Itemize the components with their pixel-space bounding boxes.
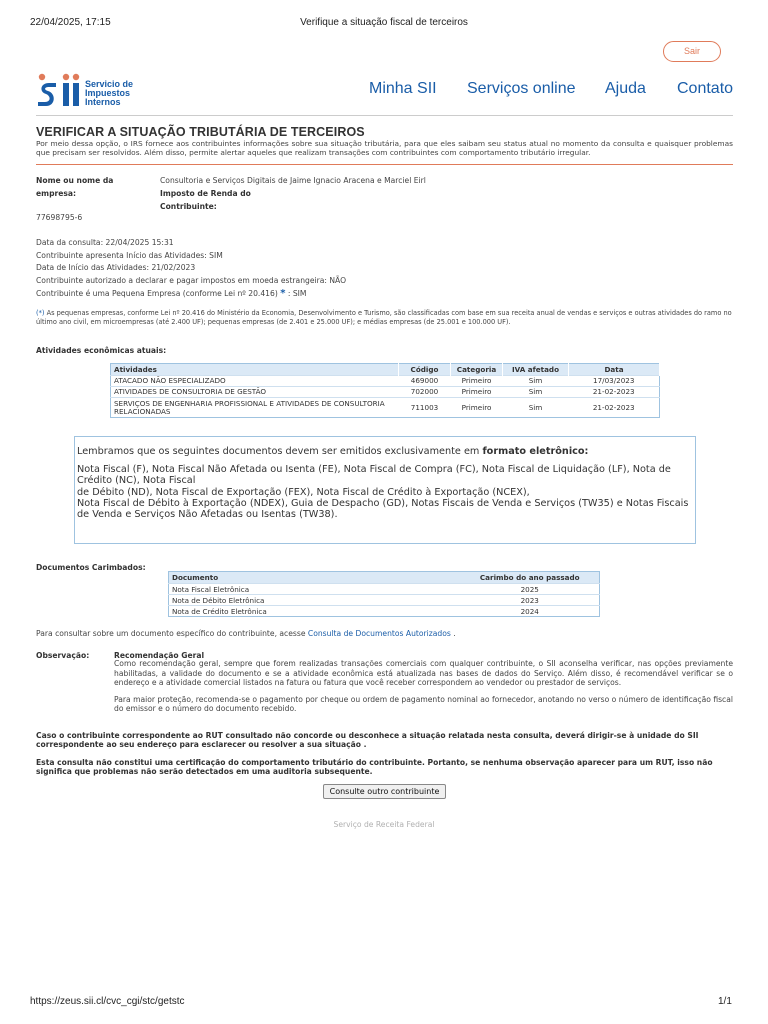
observation-title: Recomendação Geral (114, 651, 205, 660)
observation-paragraph-2: Para maior proteção, recomenda-se o pagamento por cheque ou ordem de pagamento nominal ao fornecedor, anotando no verso o número de identificação fiscal do emissor e o número do documento recebido. (114, 694, 733, 714)
tax-id-label (160, 187, 251, 213)
print-page-number: 1/1 (718, 996, 732, 1007)
company-name-label-line-2: empresa: (36, 189, 77, 198)
print-datetime: 22/04/2025, 17:15 (30, 17, 111, 28)
activities-table (110, 363, 660, 418)
table-row (111, 376, 660, 387)
consult-line (36, 628, 456, 641)
activity-category: Primeiro (451, 398, 503, 418)
page-intro: Por meio dessa opção, o IRS fornece aos contribuintes informações sobre sua situação tributária, para que eles saibam seu status atual no momento da consulta e quaisquer problemas que precisam ser resolvidos. Além disso, permite alertar aqueles que realizam transações com contribuintes com comportamento tributário irregular. (36, 139, 733, 158)
query-date: Data da consulta: 22/04/2025 15:31 (36, 238, 174, 247)
activity-iva: Sim (503, 387, 569, 398)
electronic-docs-intro (77, 446, 693, 457)
activity-code: 711003 (399, 398, 451, 418)
activity-code: 469000 (399, 376, 451, 387)
electronic-docs-line-1: Nota Fiscal (F), Nota Fiscal Não Afetada ou Isenta (FE), Nota Fiscal de Compra (FC), Nota Fiscal de Liquidação (LF), Nota de Crédito (NC), Nota Fiscal (77, 464, 671, 487)
stamped-heading: Documentos Carimbados: (36, 563, 146, 572)
tax-id-label-line-2: Contribuinte: (160, 202, 217, 211)
col-iva: IVA afetado (503, 364, 569, 376)
col-categoria: Categoria (451, 364, 503, 376)
nav-servicos-online[interactable]: Serviços online (467, 80, 576, 97)
small-company-asterisk-link[interactable]: * (280, 288, 286, 299)
electronic-docs-intro-bold: formato eletrônico: (482, 446, 589, 457)
consult-text: Para consultar sobre um documento específico do contribuinte, acesse (36, 629, 306, 638)
electronic-docs-notice (74, 436, 696, 544)
footnote-text: As pequenas empresas, conforme Lei nº 20.416 do Ministério da Economia, Desenvolvimento e Turismo, são classificadas com base em sua receita anual de vendas e serviços e outras atividades do ramo no último ano civil, em microempresas (até 2.400 UF); pequenas empresas (de 2.401 e 25.000 UF); e médias empresas (de 25.001 e 100.000 UF). (36, 309, 732, 326)
col-data: Data (569, 364, 660, 376)
table-row (169, 595, 600, 606)
stamped-table (168, 571, 600, 617)
print-page-title: Verifique a situação fiscal de terceiros (300, 17, 468, 28)
col-carimbo: Carimbo do ano passado (461, 572, 600, 584)
page-footer: Serviço de Receita Federal (333, 820, 435, 829)
logo-line-2: Impuestos (85, 88, 131, 98)
electronic-docs-line-3: Nota Fiscal de Débito à Exportação (NDEX), Guia de Despacho (GD), Notas Fiscais de Venda e Serviços (TW35) e Notas Fiscais de Venda e Serviços Não Afetadas ou Isentas (TW38). (77, 497, 689, 521)
rut-value: 77698795-6 (36, 213, 83, 222)
activity-iva: Sim (503, 376, 569, 387)
document-name: Nota Fiscal Eletrônica (169, 584, 461, 595)
footnote-marker: (*) (36, 309, 45, 317)
foreign-currency: Contribuinte autorizado a declarar e pagar impostos em moeda estrangeira: NÃO (36, 276, 347, 285)
activity-name: SERVIÇOS DE ENGENHARIA PROFISSIONAL E ATIVIDADES DE CONSULTORIA RELACIONADAS (111, 398, 399, 418)
activity-name: ATIVIDADES DE CONSULTORIA DE GESTÃO (111, 387, 399, 398)
observation-body (114, 659, 733, 714)
nav-ajuda[interactable]: Ajuda (605, 80, 646, 97)
tax-id-label-line-1: Imposto de Renda do (160, 189, 251, 198)
col-atividades: Atividades (111, 364, 399, 376)
document-name: Nota de Crédito Eletrônica (169, 606, 461, 617)
stamp-year: 2023 (461, 595, 600, 606)
observation-label: Observação: (36, 651, 90, 660)
activity-name: ATACADO NÃO ESPECIALIZADO (111, 376, 399, 387)
logout-button[interactable]: Sair (663, 41, 721, 62)
stamp-year: 2025 (461, 584, 600, 595)
stamp-year: 2024 (461, 606, 600, 617)
logo-line-3: Internos (85, 97, 121, 107)
table-row (169, 584, 600, 595)
table-row (169, 606, 600, 617)
activity-date: 21-02-2023 (569, 398, 660, 418)
activity-iva: Sim (503, 398, 569, 418)
consult-another-button[interactable]: Consulte outro contribuinte (323, 784, 446, 799)
activity-code: 702000 (399, 387, 451, 398)
stamped-header-row (169, 572, 600, 584)
company-name-label (36, 174, 113, 200)
page-title: VERIFICAR A SITUAÇÃO TRIBUTÁRIA DE TERCEIROS (36, 125, 365, 139)
electronic-docs-intro-text: Lembramos que os seguintes documentos devem ser emitidos exclusivamente em (77, 446, 480, 457)
small-company-value: : SIM (287, 289, 307, 298)
table-row (111, 387, 660, 398)
small-company-text: Contribuinte é uma Pequena Empresa (conforme Lei nº 20.416) (36, 289, 278, 298)
col-codigo: Código (399, 364, 451, 376)
footnote (36, 309, 733, 327)
nav-minha-sii[interactable]: Minha SII (369, 80, 437, 97)
start-activities: Contribuinte apresenta Início das Atividades: SIM (36, 251, 223, 260)
consult-suffix: . (453, 629, 456, 638)
observation-paragraph-1: Como recomendação geral, sempre que forem realizadas transações comerciais com qualquer contribuinte, o SII aconselha verificar, nas opções previamente habilitadas, a validade do documento e se a atividade econômica está atualizada nas bases de dados do Serviço. Além disso, é recomendável verificar se o endereço e a atividade comercial listados na fatura ou fatura que você receber correspondem ao vendedor ou prestador de serviços. (114, 659, 733, 688)
activities-header-row (111, 364, 660, 376)
title-divider (36, 164, 733, 165)
activity-date: 17/03/2023 (569, 376, 660, 387)
col-documento: Documento (169, 572, 461, 584)
company-name-value: Consultoria e Serviços Digitais de Jaime Ignacio Aracena e Marciel Eirl (160, 176, 426, 185)
warning-disagree: Caso o contribuinte correspondente ao RUT consultado não concorde ou desconhece a situação relatada nesta consulta, deverá dirigir-se à unidade do SII correspondente ao seu endereço para esclarecer ou resolver a sua situação . (36, 731, 699, 750)
warning-no-certification: Esta consulta não constitui uma certificação do comportamento tributário do contribuinte. Portanto, se nenhuma observação aparecer para um RUT, isso não significa que problemas não serão detectados em uma auditoria subsequente. (36, 758, 713, 777)
table-row (111, 398, 660, 418)
activity-category: Primeiro (451, 376, 503, 387)
logo-line-1: Servicio de (85, 79, 134, 89)
header-divider (36, 115, 733, 116)
electronic-docs-line-2: de Débito (ND), Nota Fiscal de Exportação (FEX), Nota Fiscal de Crédito à Exportação (NCEX), (77, 486, 530, 498)
start-date: Data de Início das Atividades: 21/02/2023 (36, 263, 196, 272)
company-name-label-line-1: Nome ou nome da (36, 176, 114, 185)
print-url: https://zeus.sii.cl/cvc_cgi/stc/getstc (30, 996, 185, 1007)
nav-contato[interactable]: Contato (677, 80, 734, 97)
document-name: Nota de Débito Eletrônica (169, 595, 461, 606)
logo-text (85, 80, 133, 107)
activity-date: 21-02-2023 (569, 387, 660, 398)
consult-documents-link[interactable]: Consulta de Documentos Autorizados (307, 629, 451, 638)
small-company (36, 288, 306, 301)
activity-category: Primeiro (451, 387, 503, 398)
sii-logo-mark (36, 72, 84, 108)
activities-heading: Atividades econômicas atuais: (36, 346, 167, 355)
